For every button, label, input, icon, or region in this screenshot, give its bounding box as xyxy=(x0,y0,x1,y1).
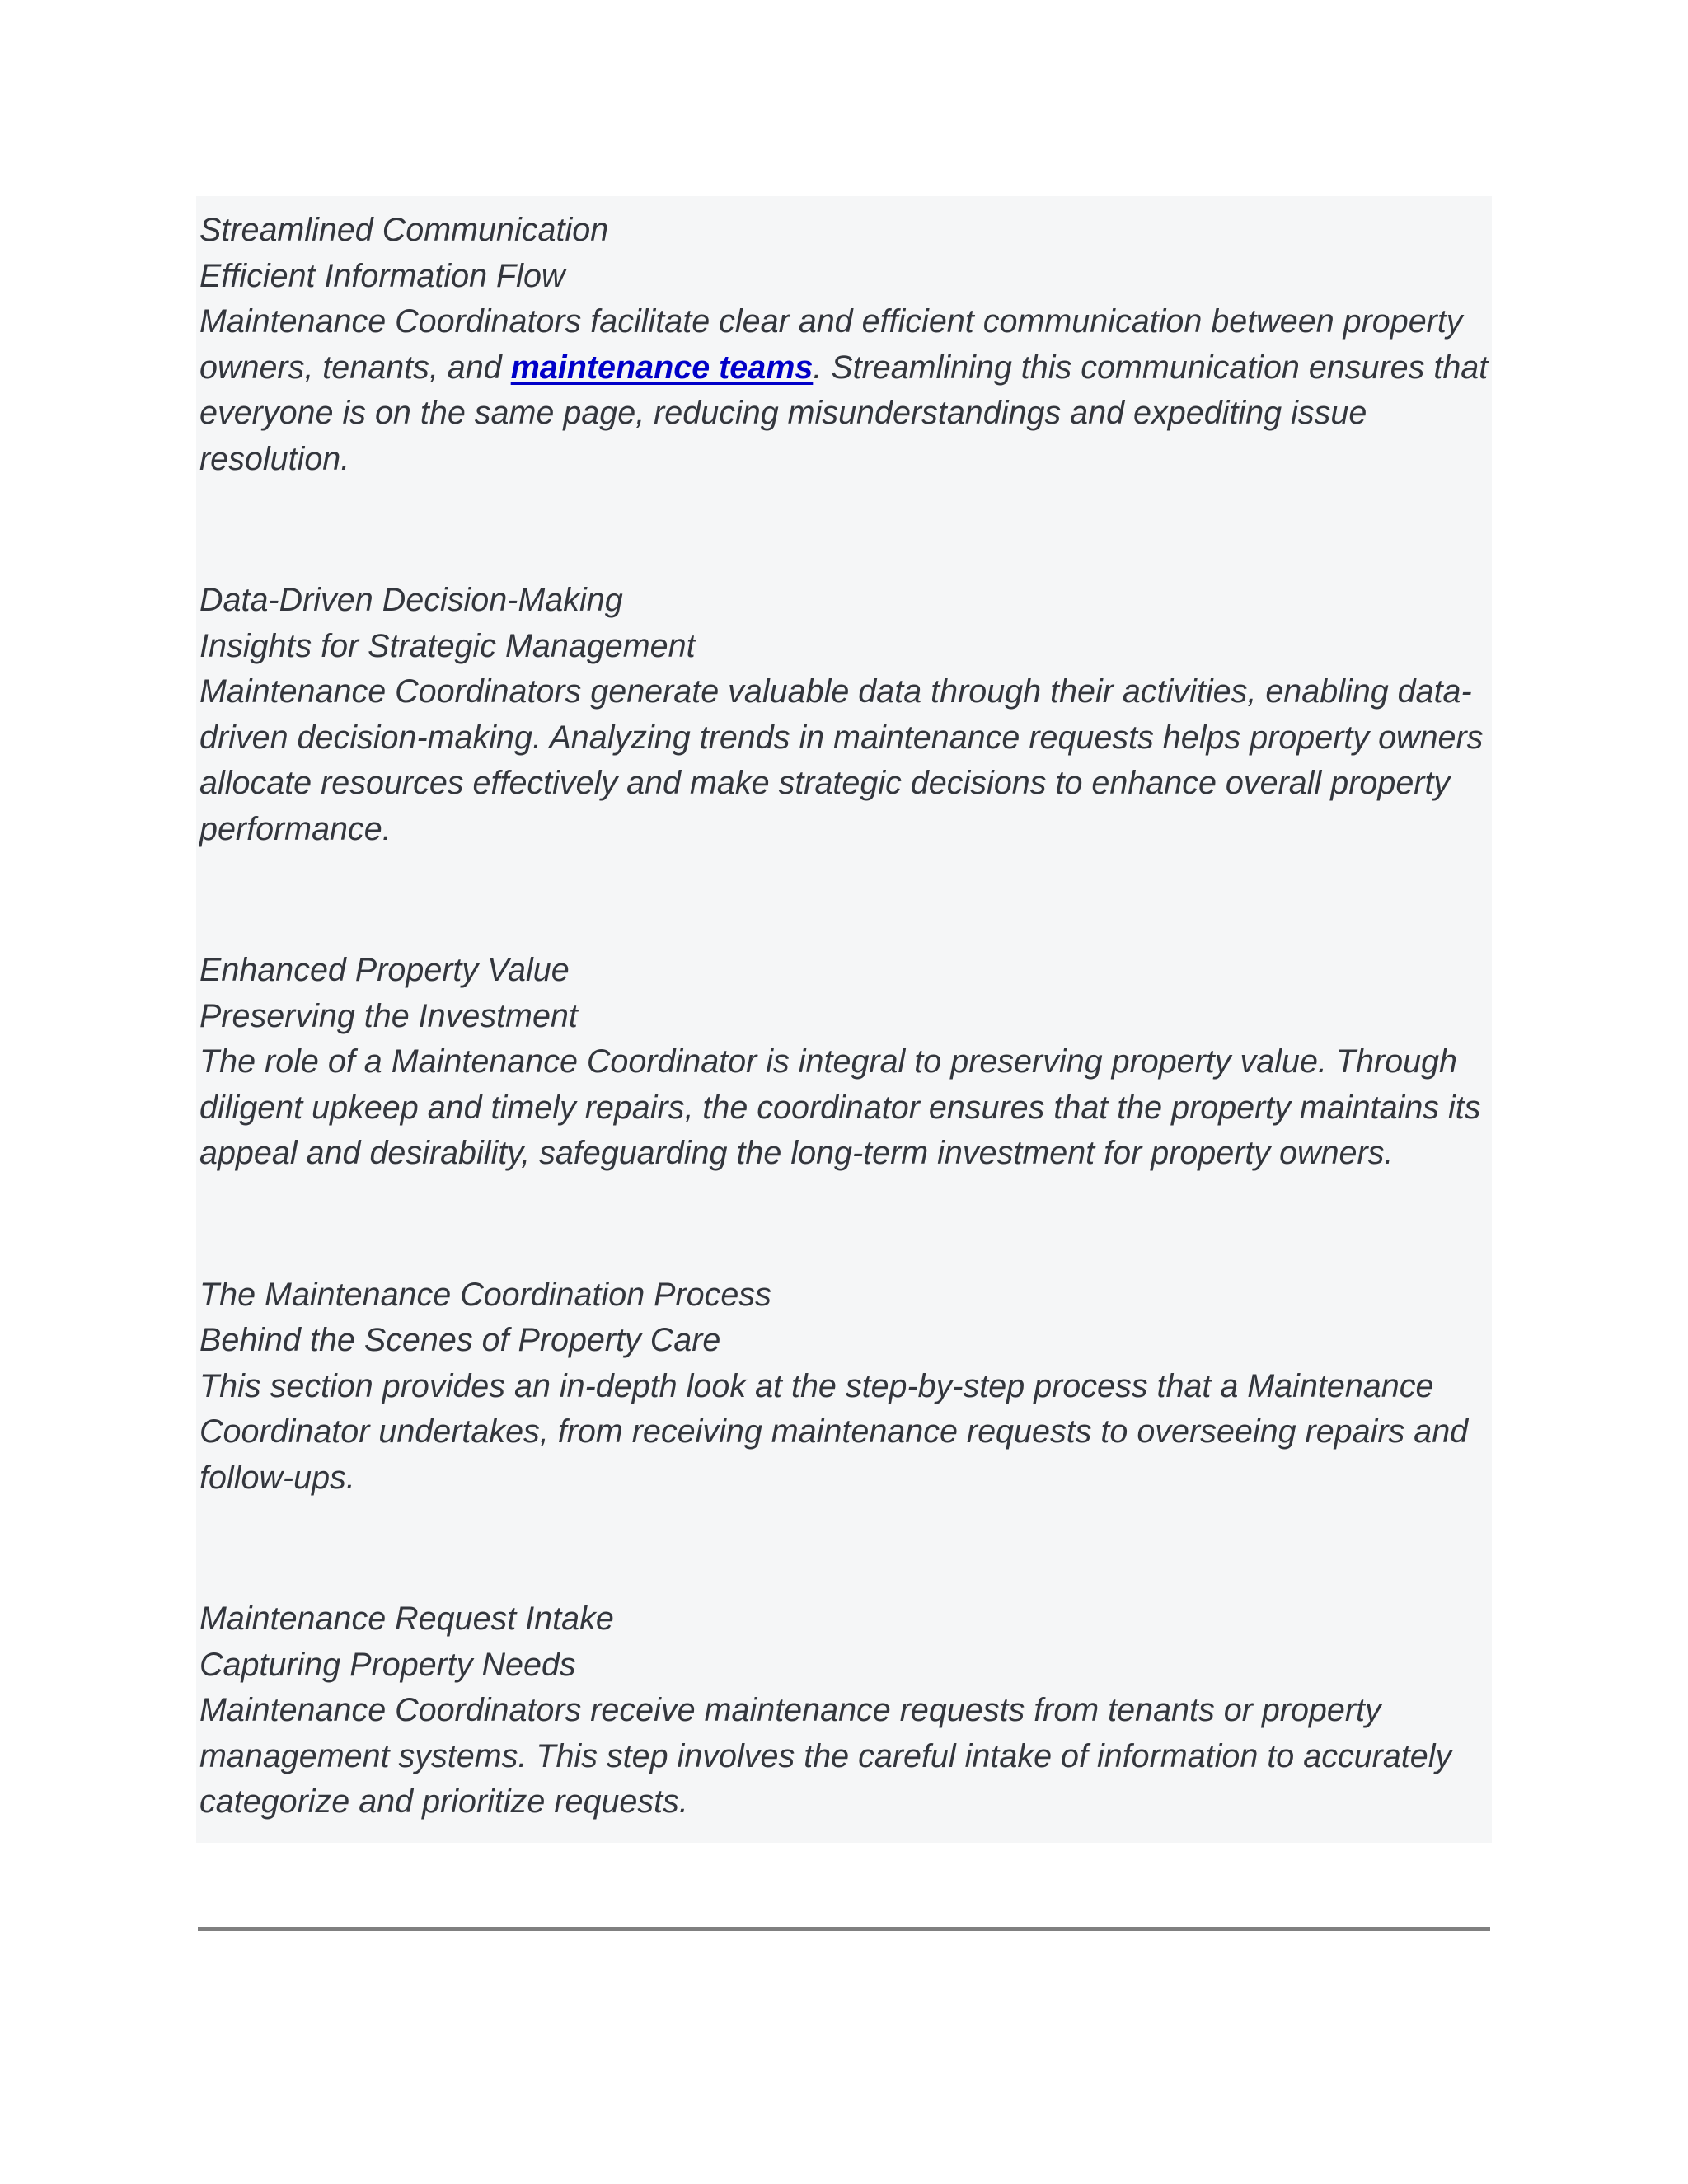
section-subtitle: Capturing Property Needs xyxy=(199,1646,576,1683)
section-enhanced-property-value xyxy=(199,948,1492,1177)
section-body-text-continued: . Streamlining this communication ensures that everyone is on the same page, reducing misunderstandings and expediting issue resolution. xyxy=(199,349,1489,477)
section-body: The role of a Maintenance Coordinator is integral to preserving property value. Through diligent upkeep and timely repairs, the coordinator ensures that the property maintains its appeal and desirability, safeguarding the long-term investment for property owners. xyxy=(199,1043,1481,1171)
section-subtitle: Efficient Information Flow xyxy=(199,257,565,294)
section-streamlined-communication xyxy=(199,208,1492,482)
section-title: Data-Driven Decision-Making xyxy=(199,582,623,618)
section-title: Enhanced Property Value xyxy=(199,952,570,988)
section-maintenance-coordination-process xyxy=(199,1272,1492,1502)
section-title: Maintenance Request Intake xyxy=(199,1601,614,1637)
section-title: Streamlined Communication xyxy=(199,212,609,248)
horizontal-divider xyxy=(198,1927,1490,1931)
section-subtitle: Insights for Strategic Management xyxy=(199,627,696,664)
section-body xyxy=(199,299,1493,482)
section-body: Maintenance Coordinators generate valuable data through their activities, enabling data-driven decision-making. Analyzing trends in maintenance requests helps property owners allocate resources effectively and make strategic decisions to enhance overall property performance. xyxy=(199,673,1484,847)
section-data-driven-decision-making xyxy=(199,578,1492,852)
section-body-text: Maintenance Coordinators facilitate clear and efficient communication between property owners, tenants, and xyxy=(199,303,1463,386)
section-body: This section provides an in-depth look at the step-by-step process that a Maintenance Coordinator undertakes, from receiving maintenance requests to overseeing repairs and follow-ups. xyxy=(199,1367,1469,1496)
maintenance-teams-link[interactable]: maintenance teams xyxy=(510,349,814,386)
section-maintenance-request-intake xyxy=(199,1596,1492,1825)
content-block xyxy=(196,196,1492,1843)
section-body: Maintenance Coordinators receive maintenance requests from tenants or property management systems. This step involves the careful intake of information to accurately categorize and prioritize requests. xyxy=(199,1692,1452,1820)
section-title: The Maintenance Coordination Process xyxy=(199,1276,771,1313)
section-subtitle: Preserving the Investment xyxy=(199,997,578,1034)
section-subtitle: Behind the Scenes of Property Care xyxy=(199,1322,721,1358)
